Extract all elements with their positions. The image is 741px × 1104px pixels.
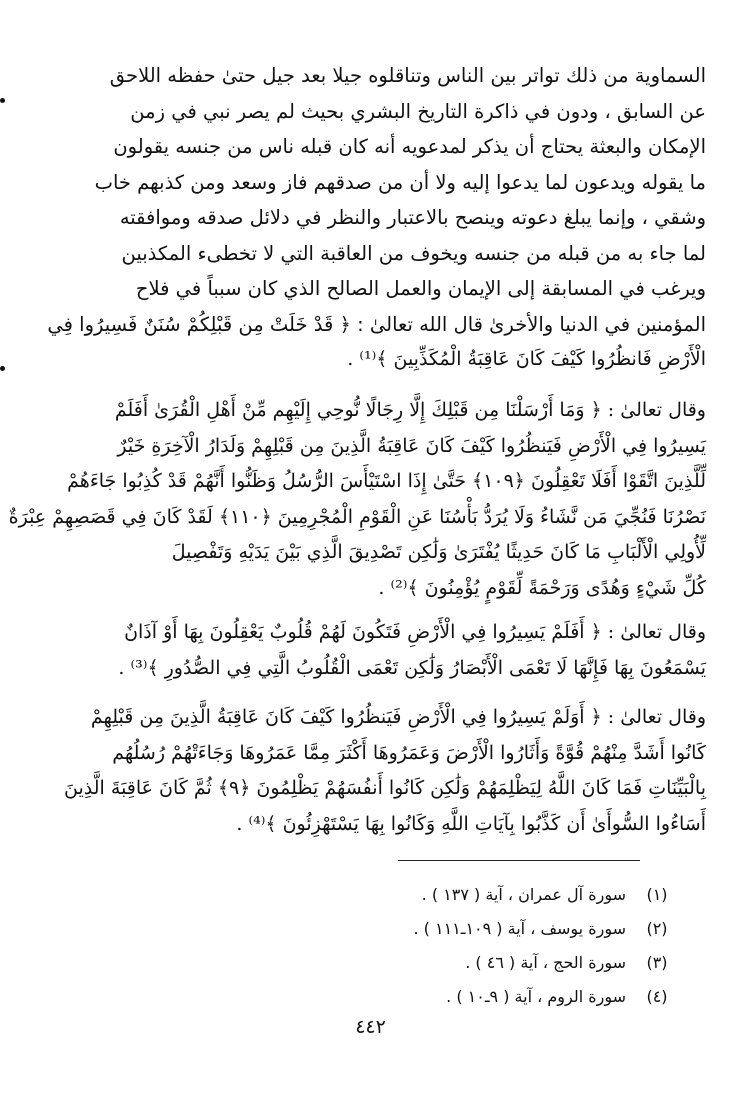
footnote-number: (٣) bbox=[646, 953, 668, 972]
text-line: ويرغب في المسابقة إلى الإيمان والعمل الصالح الذي كان سبباً في فلاح bbox=[135, 277, 706, 300]
paragraph-hajj-verse bbox=[78, 615, 706, 686]
quran-verse-line: الْأَرْضِ فَانظُرُوا كَيْفَ كَانَ عَاقِبَةُ الْمُكَذِّبِينَ ﴾⁽¹⁾ . bbox=[347, 348, 706, 370]
footnote-number: (١) bbox=[646, 885, 668, 904]
paragraph-rum-verses bbox=[64, 700, 706, 842]
text-line: عن السابق ، ودون في ذاكرة التاريخ البشري بحيث لم يصر نبي في زمن bbox=[130, 99, 706, 123]
quran-verse-line: لِّأُولِي الْأَلْبَابِ مَا كَانَ حَدِيثًا يُفْتَرَىٰ وَلَٰكِن تَصْدِيقَ الَّذِي بَيْنَ يَدَيْهِ وَتَفْصِيلَ bbox=[171, 541, 706, 563]
quran-verse-line: نَصْرُنَا فَنُجِّيَ مَن نَّشَاءُ وَلَا يُرَدُّ بَأْسُنَا عَنِ الْقَوْمِ الْمُجْرِمِينَ ﴿١١٠﴾ لَقَدْ كَانَ فِي قَصَصِهِمْ عِبْرَةٌ bbox=[8, 505, 706, 528]
footnotes bbox=[330, 878, 670, 1014]
quran-verse-line: بِالْبَيِّنَاتِ فَمَا كَانَ اللَّهُ لِيَظْلِمَهُمْ وَلَٰكِن كَانُوا أَنفُسَهُمْ يَظْلِمُونَ ﴿٩﴾ ثُمَّ كَانَ عَاقِبَةَ الَّذِينَ bbox=[64, 777, 706, 799]
text-line: ما يقوله ويدعون لما يدعوا إليه ولا أن من صدقهم فاز وسعد ومن كذبهم خاب bbox=[94, 170, 706, 194]
quran-verse-line: أَسَاءُوا السُّوأَىٰ أَن كَذَّبُوا بِآيَاتِ اللَّهِ وَكَانُوا بِهَا يَسْتَهْزِئُونَ ﴾⁽⁴⁾ . bbox=[236, 812, 706, 835]
text-line: وشقي ، وإنما يبلغ دعوته وينصح بالاعتبار والنظر في دلائل صدقه وموافقته bbox=[119, 206, 706, 229]
text-line: المؤمنين في الدنيا والأخرىٰ قال الله تعالىٰ : ﴿ قَدْ خَلَتْ مِن قَبْلِكُمْ سُنَنٌ فَسِيرُوا فِي bbox=[47, 312, 706, 336]
quran-verse-line: وقال تعالىٰ : ﴿ وَمَا أَرْسَلْنَا مِن قَبْلِكَ إِلَّا رِجَالًا نُّوحِي إِلَيْهِم مِّنْ أَهْلِ الْقُرَىٰ أَفَلَمْ bbox=[114, 399, 706, 421]
footnote-text: سورة آل عمران ، آية ( ١٣٧ ) . bbox=[421, 885, 626, 904]
quran-verse-line: وقال تعالىٰ : ﴿ أَوَلَمْ يَسِيرُوا فِي الْأَرْضِ فَيَنظُرُوا كَيْفَ كَانَ عَاقِبَةُ الَّذِينَ مِن قَبْلِهِمْ bbox=[90, 706, 706, 728]
quran-verse-line: لِّلَّذِينَ اتَّقَوْا أَفَلَا تَعْقِلُونَ ﴿١٠٩﴾ حَتَّىٰ إِذَا اسْتَيْأَسَ الرُّسُلُ وَظَنُّوا أَنَّهُمْ قَدْ كُذِبُوا جَاءَهُمْ bbox=[67, 470, 706, 492]
paragraph-intro bbox=[47, 58, 706, 378]
quran-verse-line: يَسْمَعُونَ بِهَا فَإِنَّهَا لَا تَعْمَى الْأَبْصَارُ وَلَٰكِن تَعْمَى الْقُلُوبُ الَّتِي فِي الصُّدُورِ ﴾⁽³⁾ . bbox=[118, 656, 706, 679]
footnote-item bbox=[330, 946, 670, 980]
footnote-divider bbox=[398, 860, 640, 861]
footnote-text: سورة الحج ، آية ( ٤٦ ) . bbox=[465, 953, 626, 972]
paragraph-yusuf-verses bbox=[8, 393, 706, 606]
margin-dot bbox=[0, 366, 5, 371]
footnote-text: سورة الروم ، آية ( ٩ـ١٠ ) . bbox=[446, 987, 626, 1006]
quran-verse-line: يَسِيرُوا فِي الْأَرْضِ فَيَنظُرُوا كَيْفَ كَانَ عَاقِبَةُ الَّذِينَ مِن قَبْلِهِمْ وَلَدَارُ الْآخِرَةِ خَيْرٌ bbox=[117, 434, 706, 457]
margin-dot bbox=[0, 98, 5, 103]
footnote-item bbox=[330, 912, 670, 946]
text-line: لما جاء به من قبله من جنسه ويخوف من العاقبة التي لا تخطىء المكذبين bbox=[121, 241, 706, 265]
text-line: السماوية من ذلك تواتر بين الناس وتناقلوه جيلا بعد جيل حتىٰ حفظه اللاحق bbox=[109, 64, 706, 87]
footnote-number: (٢) bbox=[646, 919, 668, 938]
page-number: ٤٤٢ bbox=[355, 1016, 386, 1038]
quran-verse-line: كَانُوا أَشَدَّ مِنْهُمْ قُوَّةً وَأَثَارُوا الْأَرْضَ وَعَمَرُوهَا أَكْثَرَ مِمَّا عَمَرُوهَا وَجَاءَتْهُمْ رُسُلُهُم bbox=[112, 741, 706, 764]
quran-verse-line: كُلِّ شَيْءٍ وَهُدًى وَرَحْمَةً لِّقَوْمٍ يُؤْمِنُونَ ﴾⁽²⁾ . bbox=[378, 576, 706, 599]
footnote-item bbox=[330, 980, 670, 1014]
text-line: الإمكان والبعثة يحتاج أن يذكر لمدعويه أنه كان قبله ناس من جنسه يقولون bbox=[113, 135, 706, 158]
footnote-text: سورة يوسف ، آية ( ١٠٩ـ١١١ ) . bbox=[413, 919, 626, 938]
quran-verse-line: وقال تعالىٰ : ﴿ أَفَلَمْ يَسِيرُوا فِي الْأَرْضِ فَتَكُونَ لَهُمْ قُلُوبٌ يَعْقِلُونَ بِهَا أَوْ آذَانٌ bbox=[124, 621, 706, 643]
footnote-item bbox=[330, 878, 670, 912]
footnote-number: (٤) bbox=[646, 987, 668, 1006]
